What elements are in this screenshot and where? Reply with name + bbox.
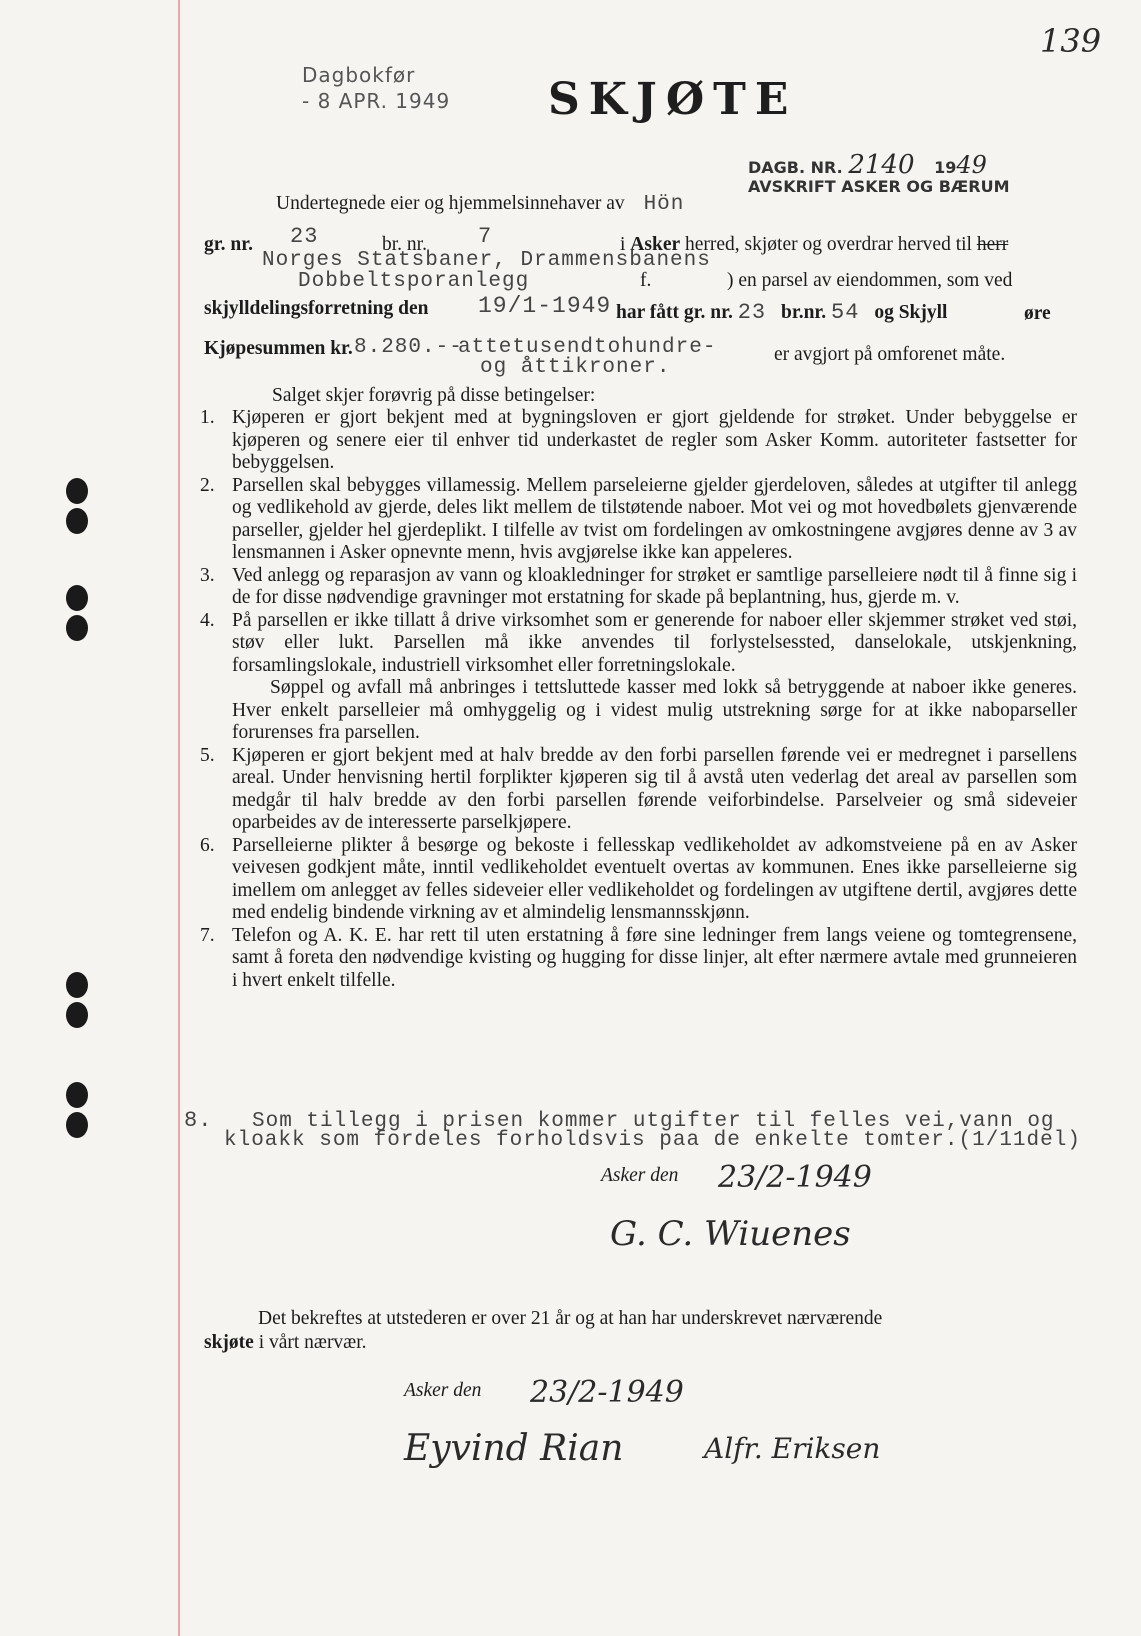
signature-3: Alfr. Eriksen <box>704 1432 881 1465</box>
gr-value: 23 <box>290 224 319 249</box>
price-words2: og åttikroner. <box>480 356 671 379</box>
condition-item <box>200 407 1077 475</box>
condition-item <box>200 744 1077 835</box>
intro-line <box>276 193 684 216</box>
condition-item <box>200 834 1077 925</box>
buyer-rest: ) en parsel av eiendommen, som ved <box>727 270 1013 291</box>
condition-number: 5. <box>200 744 215 766</box>
witness-bold-word: skjøte <box>204 1332 254 1353</box>
condition-number: 1. <box>200 407 215 428</box>
condition-text-continued: Søppel og avfall må anbringes i tettsluttede kasser med lokk så betryggende at naboer ikke generes. Hver enkelt parselleier må omhyggelig og i videst mulig utstrekning sørge for at ikke naboparseller forurenses fra parsellen. <box>232 677 1077 743</box>
condition-text: På parsellen er ikke tillatt å drive virksomhet som er generende for naboer eller skjemmer strøket ved støi, støv eller lukt. Parsellen må ikke anvendes til forlystelsessted, danselokale, utskjenkning, forsamlingslokale, industriell virksomhet eller forretningslokale. <box>232 609 1077 676</box>
price-words1: attetusendtohundre- <box>458 336 717 359</box>
conditions-list <box>200 407 1077 992</box>
buyer-line1: Norges Statsbaner, Drammensbanens <box>262 249 711 272</box>
skyld-line <box>204 298 428 320</box>
price-amount: 8.280.-- <box>354 336 463 359</box>
skyld-label: og Skjyll <box>874 302 948 323</box>
intro-property: Hön <box>643 193 685 216</box>
buyer-line2: Dobbeltsporanlegg <box>298 270 530 293</box>
skyld-text: skjylldelingsforretning den <box>204 298 429 319</box>
binding-hole <box>62 972 92 1032</box>
dagb-label: DAGB. NR. <box>748 158 843 177</box>
dagb-year-suffix: 49 <box>956 151 987 179</box>
skyld-date: 19/1-1949 <box>478 293 612 319</box>
condition-item <box>200 474 1077 565</box>
condition-number: 3. <box>200 564 215 586</box>
dagb-number-line <box>748 150 987 180</box>
condition-text: Ved anlegg og reparasjon av vann og kloakledninger for strøket er samtlige parselleiere nødt til å finne sig i de for disse nødvendige gravninger mot erstatning for skade på beplantning, hus, gjerde m. v. <box>232 564 1077 608</box>
location: Asker <box>630 234 681 255</box>
margin-rule <box>178 0 180 1636</box>
br-value: 7 <box>478 224 493 249</box>
stamp-line1: Dagbokfør <box>302 63 416 87</box>
price-label: Kjøpesummen kr. <box>204 338 353 359</box>
condition-text: Kjøperen er gjort bekjent med at halv bredde av den forbi parsellen førende vei er medregnet i parsellens areal. Under henvisning hertil forplikter kjøperen sig til å avstå uten vederlag det areal av parsellen som medgår til halv bredde av den forbi parsellen førende veiforbindelse. Parselveier og små sideveier oparbeides av de interesserte parselkjøpere. <box>232 744 1077 833</box>
condition-number: 7. <box>200 924 215 946</box>
dagb-year-prefix: 19 <box>934 158 957 177</box>
skyld-br-value: 54 <box>831 300 860 325</box>
ore-label: øre <box>1024 303 1051 324</box>
binding-hole <box>62 1082 92 1142</box>
conditions-intro: Salget skjer forøvrig på disse betingelser: <box>272 385 596 406</box>
gr-label: gr. nr. <box>204 234 253 255</box>
signature-2: Eyvind Rian <box>404 1428 624 1469</box>
price-rest: er avgjort på omforenet måte. <box>774 344 1006 365</box>
condition-item <box>200 564 1077 610</box>
binding-hole <box>62 585 92 645</box>
struck-word: herr <box>976 234 1009 255</box>
condition-number: 2. <box>200 474 215 496</box>
br-label: br. nr. <box>382 234 427 255</box>
conveyance-text: herred, skjøter og overdrar herved til <box>685 234 972 255</box>
signature-1: G. C. Wiuenes <box>610 1214 851 1254</box>
condition-text: Kjøperen er gjort bekjent med at bygningsloven er gjort gjeldende for strøket. Under bebyggelse er kjøperen og senere eier til enhver tid underkastet de regler som Asker Komm. autoriteter fastsetter for bebyggelsen. <box>232 407 1077 473</box>
skyld-br-label: br.nr. <box>781 302 827 323</box>
witness-line2-text: i vårt nærvær. <box>258 1332 367 1353</box>
witness-line2 <box>204 1332 367 1354</box>
copy-label: AVSKRIFT ASKER OG BÆRUM <box>748 177 1010 196</box>
har-fatt: har fått <box>616 302 680 323</box>
document-title: SKJØTE <box>548 74 798 125</box>
skyld-gr-value: 23 <box>737 300 767 325</box>
condition-text: Parselleierne plikter å besørge og bekoste i fellesskap vedlikeholdet av adkomstveiene på en av Asker veivesen godkjent måte, inntil vedlikeholdet eventuelt overtas av kommunen. Enes ikke parselleierne sig imellem om anlegget av felles sideveier eller vedlikeholdet og fordelingen av utgiftene dertil, avgjøres dette med endelig bindende virkning av et almindelig lensmannsskjønn. <box>232 834 1077 923</box>
place-date1-label: Asker den <box>601 1165 679 1186</box>
received-stamp <box>302 62 450 114</box>
condition8-line1: Som tillegg i prisen kommer utgifter til felles vei,vann og <box>252 1110 1055 1133</box>
location-pre: i <box>620 234 626 255</box>
condition-item <box>200 609 1077 745</box>
page-number: 139 <box>1040 22 1102 60</box>
condition-item <box>200 924 1077 993</box>
place-date2-date: 23/2-1949 <box>530 1375 684 1410</box>
place-date1-date: 23/2-1949 <box>718 1160 872 1195</box>
buyer-f-label: f. <box>640 270 652 291</box>
dagb-number: 2140 <box>848 150 915 180</box>
condition-text: Parsellen skal bebygges villamessig. Mellem parseleierne gjelder gjerdeloven, således at utgifter til anlegg og vedlikehold av gjerde, deles likt mellem de tilstøtende naboer. Mot vei og mot hovedbølets gjenværende parseller, gjelder hel gjerdeplikt. I tilfelle av tvist om fordelingen av omkostningene avgjøres denne av 3 av lensmannen i Asker opnevnte menn, hvis avgjørelse ikke kan appeleres. <box>232 474 1077 563</box>
witness-line1: Det bekreftes at utstederen er over 21 år og at han har underskrevet nærværende <box>258 1308 883 1329</box>
condition8-number: 8. <box>184 1108 213 1133</box>
binding-hole <box>62 478 92 538</box>
condition-number: 4. <box>200 609 215 631</box>
condition8-line2: kloakk som fordeles forholdsvis paa de enkelte tomter.(1/11del) <box>224 1129 1081 1152</box>
condition-number: 6. <box>200 834 215 856</box>
stamp-line2: - 8 APR. 1949 <box>302 89 451 113</box>
intro-text: Undertegnede eier og hjemmelsinnehaver av <box>276 193 625 214</box>
skyld-rest <box>616 300 947 325</box>
place-date2-label: Asker den <box>404 1380 482 1401</box>
skyld-gr-label: gr. nr. <box>683 302 733 323</box>
condition-text: Telefon og A. K. E. har rett til uten erstatning å føre sine ledninger frem langs veiene og tomtegrensene, samt å foreta den nødvendige kvisting og hugging for disse linjer, alt efter nærmere avtale med grunneieren i hvert enkelt tilfelle. <box>232 924 1077 991</box>
